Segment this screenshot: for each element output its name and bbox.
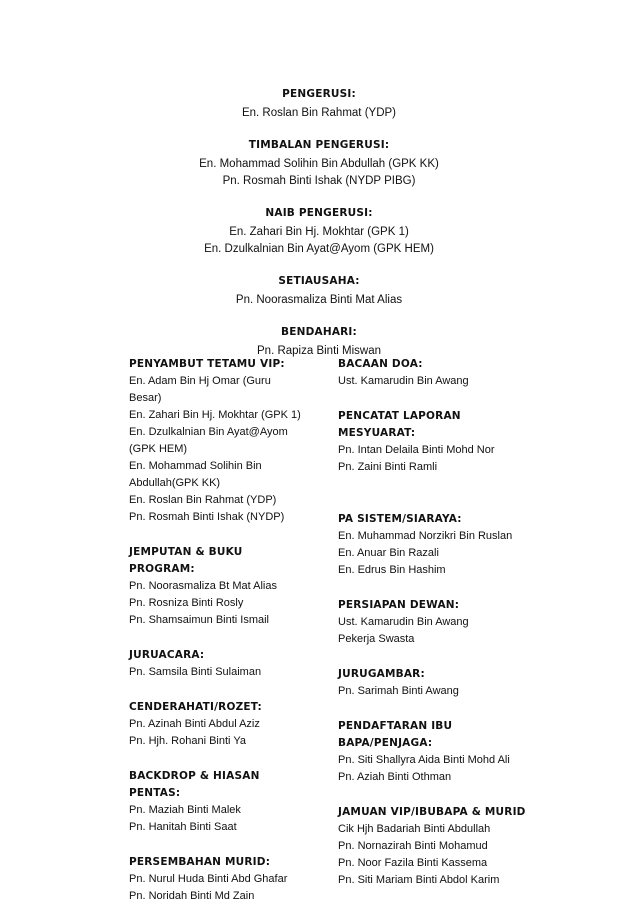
duties-left-column bbox=[129, 356, 309, 923]
duty-section-jemputan-buku-program bbox=[129, 544, 309, 629]
duty-member-line: Pn. Noorasmaliza Bt Mat Alias bbox=[129, 580, 277, 592]
duty-section-juruacara bbox=[129, 647, 309, 681]
committee-heading: TIMBALAN PENGERUSI: bbox=[248, 139, 390, 151]
duty-member-line: Pn. Shamsaimun Binti Ismail bbox=[129, 614, 269, 626]
committee-member-name: En. Dzulkalnian Bin Ayat@Ayom (GPK HEM) bbox=[204, 243, 434, 255]
duty-heading: JEMPUTAN & BUKU PROGRAM: bbox=[129, 546, 243, 575]
duty-section-persembahan-murid bbox=[129, 854, 309, 905]
duty-heading: JURUGAMBAR: bbox=[338, 668, 425, 680]
duty-heading: PERSEMBAHAN MURID: bbox=[129, 856, 271, 868]
duty-member-line: (GPK HEM) bbox=[129, 443, 188, 455]
committee-member-name: Pn. Rosmah Binti Ishak (NYDP PIBG) bbox=[222, 175, 416, 187]
duty-member-line: Pn. Maziah Binti Malek bbox=[129, 804, 241, 816]
duty-heading: PA SISTEM/SIARAYA: bbox=[338, 513, 462, 525]
duty-member-line: Pn. Hjh. Rohani Binti Ya bbox=[129, 735, 246, 747]
duty-section-backdrop-hiasan-pentas bbox=[129, 768, 309, 836]
committee-heading: NAIB PENGERUSI: bbox=[265, 207, 373, 219]
duty-section-jamuan-vip-ibubapa-murid bbox=[338, 804, 528, 889]
committee-member-name: En. Roslan Bin Rahmat (YDP) bbox=[241, 107, 397, 119]
committee-group-bendahari bbox=[0, 325, 638, 360]
committee-group-pengerusi bbox=[0, 87, 638, 122]
committee-heading: PENGERUSI: bbox=[282, 88, 356, 100]
duty-member-line: En. Muhammad Norzikri Bin Ruslan bbox=[338, 530, 513, 542]
committee-member-name: En. Mohammad Solihin Bin Abdullah (GPK KK) bbox=[199, 158, 439, 170]
committee-group-timbalan-pengerusi bbox=[0, 138, 638, 190]
duty-section-cenderahati-rozet bbox=[129, 699, 309, 750]
duty-heading: MESYUARAT: bbox=[338, 427, 416, 439]
duty-heading: JAMUAN VIP/IBUBAPA & MURID bbox=[338, 806, 526, 818]
duty-section-penyambut-tetamu-vip bbox=[129, 356, 309, 526]
duty-member-line: Pn. Siti Mariam Binti Abdol Karim bbox=[338, 874, 500, 886]
duties-right-column bbox=[338, 356, 528, 907]
duty-member-line: Ust. Kamarudin Bin Awang bbox=[338, 616, 469, 628]
duty-section-pa-sistem-siaraya bbox=[338, 511, 528, 579]
duty-section-pendaftaran-ibu-bapa-penjaga bbox=[338, 718, 528, 786]
duty-member-line: Pn. Samsila Binti Sulaiman bbox=[129, 666, 262, 678]
duty-member-line: Cik Hjh Badariah Binti Abdullah bbox=[338, 823, 491, 835]
committee-leaders bbox=[0, 87, 638, 376]
duty-member-line: Pn. Siti Shallyra Aida Binti Mohd Ali bbox=[338, 754, 510, 766]
duty-heading: BACKDROP & HIASAN PENTAS: bbox=[129, 770, 260, 799]
duty-heading: PENCATAT LAPORAN bbox=[338, 410, 461, 422]
duty-member-line: En. Zahari Bin Hj. Mokhtar (GPK 1) bbox=[129, 409, 301, 421]
duty-member-line: Pn. Hanitah Binti Saat bbox=[129, 821, 237, 833]
duty-member-line: En. Edrus Bin Hashim bbox=[338, 564, 446, 576]
duty-heading: PERSIAPAN DEWAN: bbox=[338, 599, 460, 611]
duty-member-line: Pn. Zaini Binti Ramli bbox=[338, 461, 438, 473]
committee-group-setiausaha bbox=[0, 274, 638, 309]
duty-member-line: Abdullah(GPK KK) bbox=[129, 477, 221, 489]
duty-member-line: Besar) bbox=[129, 392, 162, 404]
committee-group-naib-pengerusi bbox=[0, 206, 638, 258]
duty-section-bacaan-doa bbox=[338, 356, 528, 390]
duty-heading: PENYAMBUT TETAMU VIP: bbox=[129, 358, 285, 370]
duty-member-line: Pn. Noor Fazila Binti Kassema bbox=[338, 857, 488, 869]
duty-section-jurugambar bbox=[338, 666, 528, 700]
duty-member-line: Pn. Azinah Binti Abdul Aziz bbox=[129, 718, 260, 730]
duty-heading: BAPA/PENJAGA: bbox=[338, 737, 433, 749]
committee-member-name: Pn. Rapiza Binti Miswan bbox=[257, 345, 381, 357]
duty-member-line: Pn. Rosniza Binti Rosly bbox=[129, 597, 244, 609]
duty-member-line: Pekerja Swasta bbox=[338, 633, 415, 645]
duty-member-line: Pn. Rosmah Binti Ishak (NYDP) bbox=[129, 511, 285, 523]
duty-section-persiapan-dewan bbox=[338, 597, 528, 648]
duty-member-line: Pn. Nurul Huda Binti Abd Ghafar bbox=[129, 873, 288, 885]
duty-heading: BACAAN DOA: bbox=[338, 358, 423, 370]
duty-member-line bbox=[338, 476, 528, 493]
duty-member-line: Pn. Sarimah Binti Awang bbox=[338, 685, 459, 697]
duty-heading: CENDERAHATI/ROZET: bbox=[129, 701, 262, 713]
duty-member-line: En. Mohammad Solihin Bin bbox=[129, 460, 262, 472]
committee-member-name: Pn. Noorasmaliza Binti Mat Alias bbox=[235, 294, 403, 306]
committee-heading: BENDAHARI: bbox=[281, 326, 357, 338]
duty-member-line: En. Anuar Bin Razali bbox=[338, 547, 439, 559]
duty-heading: JURUACARA: bbox=[129, 649, 205, 661]
committee-heading: SETIAUSAHA: bbox=[278, 275, 360, 287]
duty-member-line: En. Adam Bin Hj Omar (Guru bbox=[129, 375, 271, 387]
duty-heading: PENDAFTARAN IBU bbox=[338, 720, 453, 732]
committee-member-name: En. Zahari Bin Hj. Mokhtar (GPK 1) bbox=[229, 226, 409, 238]
duty-member-line: En. Dzulkalnian Bin Ayat@Ayom bbox=[129, 426, 288, 438]
duty-member-line: En. Roslan Bin Rahmat (YDP) bbox=[129, 494, 277, 506]
duty-member-line: Ust. Kamarudin Bin Awang bbox=[338, 375, 469, 387]
duty-member-line: Pn. Noridah Binti Md Zain bbox=[129, 890, 255, 902]
duty-member-line: Pn. Intan Delaila Binti Mohd Nor bbox=[338, 444, 495, 456]
duty-member-line: Pn. Nornazirah Binti Mohamud bbox=[338, 840, 488, 852]
duty-section-pencatat-laporan-mesyuarat bbox=[338, 408, 528, 493]
duty-member-line: Pn. Aziah Binti Othman bbox=[338, 771, 452, 783]
